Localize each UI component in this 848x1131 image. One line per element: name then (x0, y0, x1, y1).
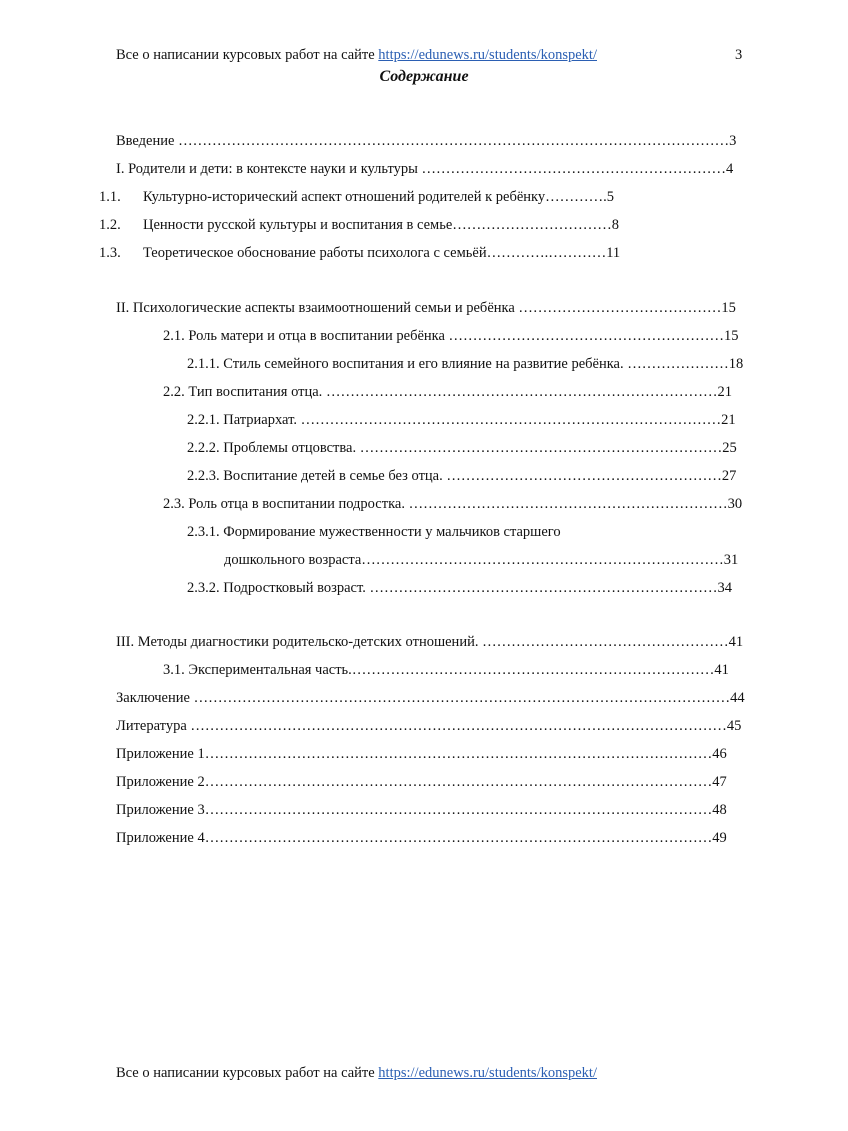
toc-dot-leader: …………………………………………………………………………………………… (204, 802, 713, 818)
toc-dot-leader: …………………………………………………………………………………………………… (178, 133, 730, 149)
toc-dot-leader: …………………………………………………………………………… (300, 412, 722, 428)
toc-page-number: 3 (729, 133, 737, 149)
toc-entry[interactable] (116, 131, 742, 151)
toc-page-number: 15 (721, 300, 736, 316)
toc-entry[interactable] (187, 410, 742, 430)
toc-page-number: 41 (714, 662, 729, 678)
toc-entry[interactable] (116, 828, 742, 848)
toc-entry-title: Ценности русской культуры и воспитания в семье (143, 217, 453, 233)
toc-entry-title: 2.1. Роль матери и отца в воспитании ребёнка (163, 328, 449, 344)
toc-dot-leader: ………….………… (486, 245, 607, 261)
toc-entry[interactable] (143, 187, 676, 207)
toc-entry-title: 2.2.3. Воспитание детей в семье без отца. (187, 468, 447, 484)
toc-dot-leader: …………………………………………………………………………………………… (204, 774, 713, 790)
toc-entry[interactable] (116, 744, 742, 764)
page-header (116, 47, 597, 64)
toc-entry-title: II. Психологические аспекты взаимоотношений семьи и ребёнка (116, 300, 519, 316)
toc-entry[interactable] (116, 688, 745, 708)
toc-entry[interactable] (116, 632, 742, 652)
toc-dot-leader: ………………………………………………… (448, 328, 725, 344)
toc-page-number: 18 (728, 356, 744, 372)
toc-entry-title: 2.2. Тип воспитания отца. (163, 384, 326, 400)
toc-page-number: 49 (712, 830, 727, 846)
toc-entry-number: 1.2. (99, 217, 121, 233)
toc-entry[interactable] (163, 326, 742, 346)
toc-page-number: 31 (723, 552, 739, 568)
footer-link[interactable]: https://edunews.ru/students/konspekt/ (378, 1065, 597, 1081)
toc-entry-number: 1.3. (99, 245, 121, 261)
toc-entry[interactable] (187, 522, 742, 542)
toc-entry-title: Литература (116, 718, 191, 734)
toc-entry-title: Приложение 4 (116, 830, 205, 846)
toc-page-number: 21 (717, 384, 732, 400)
toc-dot-leader: …………………………………………………………………………………………… (204, 746, 713, 762)
toc-entry-title: Приложение 2 (116, 774, 205, 790)
toc-page-number: 21 (721, 412, 736, 428)
toc-entry-title: 2.2.1. Патриархат. (187, 412, 301, 428)
toc-entry-title: Введение (116, 133, 179, 149)
toc-entry[interactable] (116, 298, 742, 318)
toc-entry[interactable] (163, 382, 742, 402)
toc-entry[interactable] (163, 494, 742, 514)
toc-page-number: 44 (730, 690, 745, 706)
toc-page-number: 41 (728, 634, 744, 650)
toc-dot-leader: ………………………………………………………………………………………………… (190, 718, 727, 734)
toc-dot-leader: ………………………………………………………………… (361, 552, 724, 568)
toc-entry[interactable] (143, 215, 676, 235)
toc-dot-leader: ……………………………………………………………… (369, 580, 718, 596)
toc-entry-title: III. Методы диагностики родительско-детских отношений. (116, 634, 483, 650)
toc-dot-leader: ………………………………………………… (446, 468, 722, 484)
toc-entry-title: Заключение (116, 690, 194, 706)
toc-entry[interactable] (187, 466, 742, 486)
page-number: 3 (735, 47, 743, 63)
toc-dot-leader: ……………………………………………………………………… (325, 384, 718, 400)
toc-dot-leader: ………………… (627, 356, 729, 372)
toc-entry[interactable] (116, 716, 742, 736)
header-link[interactable]: https://edunews.ru/students/konspekt/ (378, 47, 597, 63)
footer-text: Все о написании курсовых работ на сайте (116, 1065, 379, 1081)
toc-entry[interactable] (116, 772, 742, 792)
toc-entry-title: 2.3. Роль отца в воспитании подростка. (163, 496, 409, 512)
toc-dot-leader: …………………………………………………………………………………………… (204, 830, 713, 846)
toc-dot-leader: ………………………………………………………………… (359, 440, 723, 456)
toc-dot-leader: ………………………………………………………………………………………………… (193, 690, 731, 706)
toc-entry[interactable] (224, 550, 742, 570)
toc-dot-leader: …………………………………………… (482, 634, 729, 650)
toc-entry-title: 2.1.1. Стиль семейного воспитания и его влияние на развитие ребёнка. (187, 356, 628, 372)
toc-entry[interactable] (187, 578, 742, 598)
toc-dot-leader: ………………………………………………………………… (351, 662, 715, 678)
toc-page-number: 34 (717, 580, 732, 596)
toc-entry[interactable] (116, 800, 742, 820)
toc-entry-title: I. Родители и дети: в контексте науки и культуры (116, 161, 422, 177)
toc-entry-title: Приложение 1 (116, 746, 205, 762)
toc-entry[interactable] (163, 660, 742, 680)
toc-dot-leader: ……………………………………………………… (421, 161, 726, 177)
toc-entry-title: 3.1. Экспериментальная часть. (163, 662, 352, 678)
toc-page-number: 5 (606, 189, 615, 205)
toc-page-number: 30 (727, 496, 743, 512)
toc-entry-title: 2.2.2. Проблемы отцовства. (187, 440, 360, 456)
toc-entry-title: Приложение 3 (116, 802, 205, 818)
toc-entry[interactable] (187, 354, 742, 374)
toc-entry-title: дошкольного возраста (224, 552, 362, 568)
toc-dot-leader: …………………………… (452, 217, 612, 233)
toc-entry-title: Теоретическое обоснование работы психолога с семьёй (143, 245, 487, 261)
toc-dot-leader: …………………………………… (518, 300, 722, 316)
toc-dot-leader: …………. (545, 189, 607, 205)
toc-page-number: 46 (712, 746, 727, 762)
toc-page-number: 15 (724, 328, 739, 344)
toc-page-number: 47 (712, 774, 727, 790)
toc-entry-title: 2.3.2. Подростковый возраст. (187, 580, 370, 596)
toc-dot-leader: ………………………………………………………… (408, 496, 728, 512)
toc-page-number: 25 (722, 440, 737, 456)
page-title: Содержание (379, 68, 469, 85)
toc-page-number: 45 (726, 718, 742, 734)
toc-page-number: 11 (606, 245, 621, 261)
toc-entry[interactable] (187, 438, 742, 458)
toc-entry[interactable] (143, 243, 676, 263)
toc-entry[interactable] (116, 159, 742, 179)
toc-page-number: 48 (712, 802, 727, 818)
toc-entry-title: 2.3.1. Формирование мужественности у мальчиков старшего (187, 524, 561, 540)
toc-page-number: 27 (721, 468, 737, 484)
page-footer (116, 1065, 597, 1082)
toc-page-number: 8 (611, 217, 620, 233)
toc-page-number: 4 (725, 161, 734, 177)
toc-entry-number: 1.1. (99, 189, 121, 205)
header-text: Все о написании курсовых работ на сайте (116, 47, 379, 63)
toc-entry-title: Культурно-исторический аспект отношений родителей к ребёнку (143, 189, 546, 205)
